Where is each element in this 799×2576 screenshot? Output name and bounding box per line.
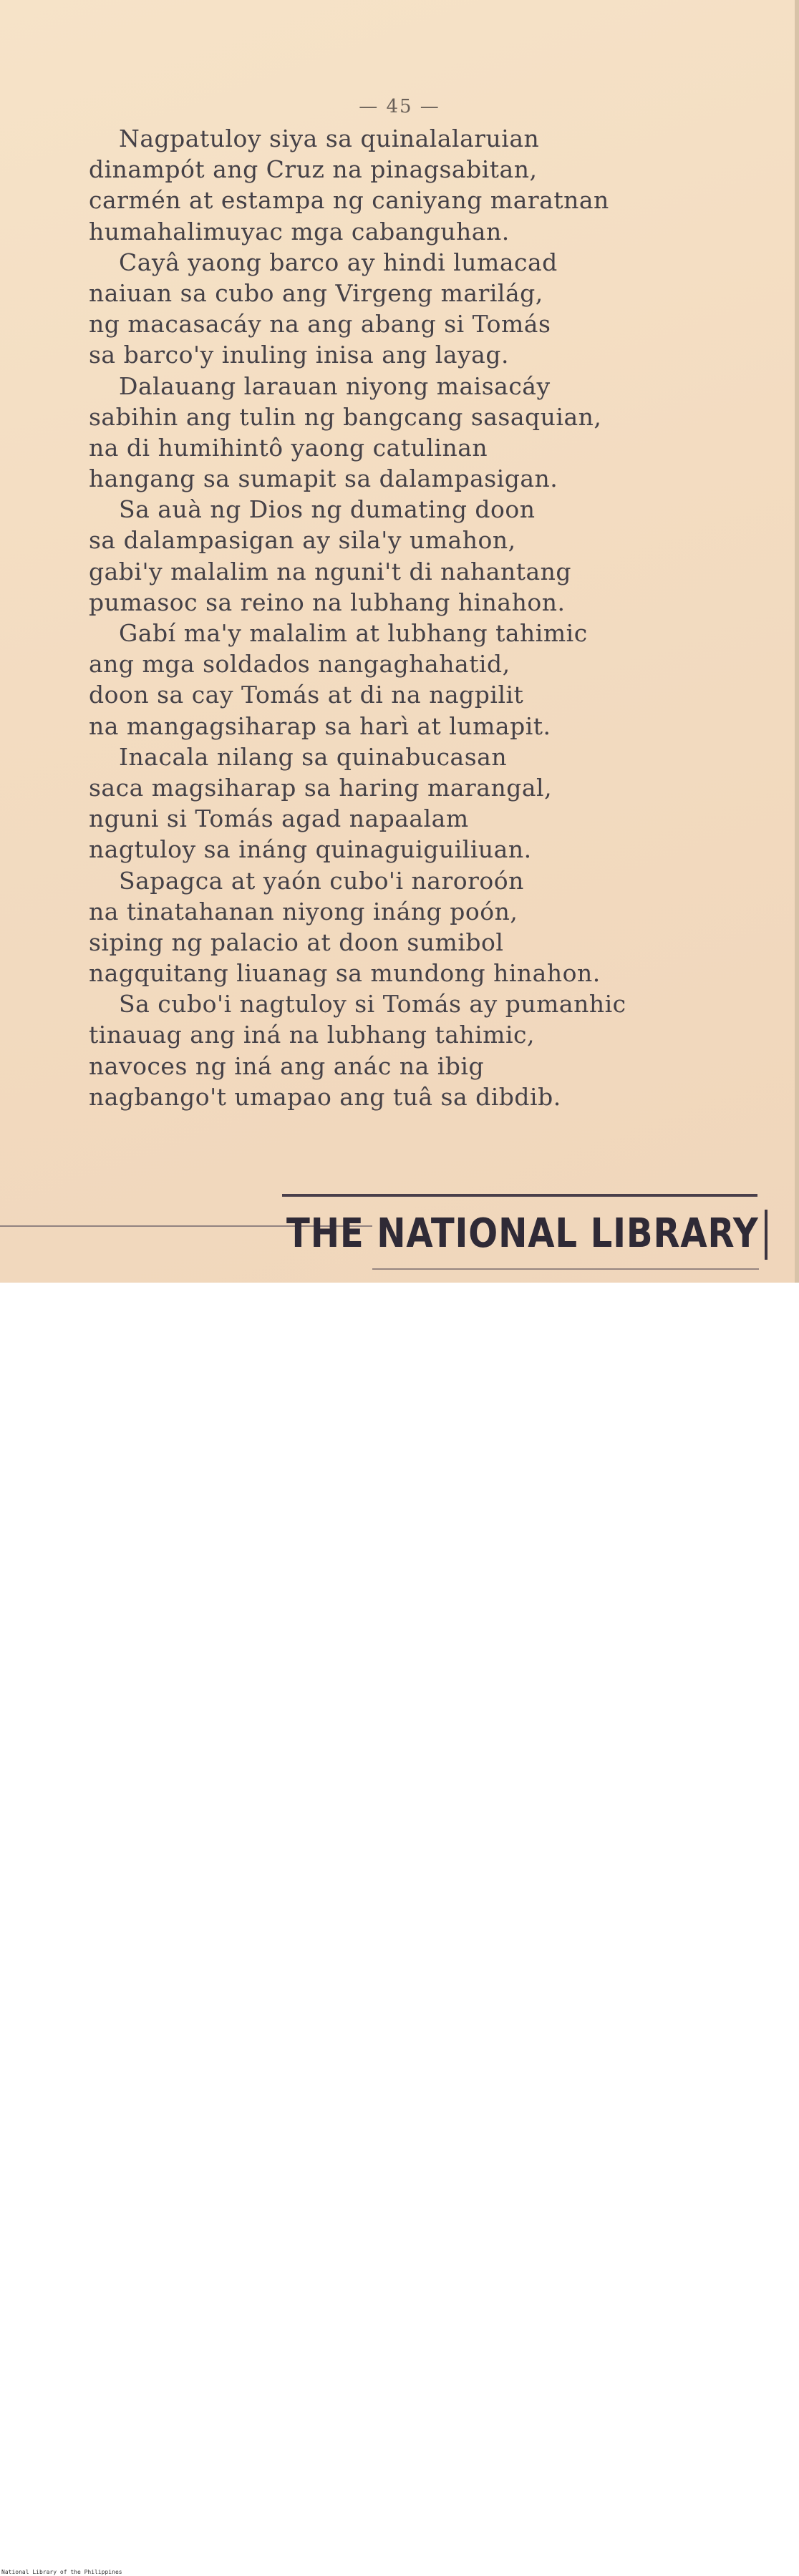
stamp-bottom-rule [372,1268,759,1270]
stanza [89,494,719,618]
verse-line: ang mga soldados nangaghahatid, [89,650,510,679]
footer-strip [0,1283,799,2575]
scanned-page [0,0,799,1283]
verse-line: Dalauang larauan niyong maisacáy [119,371,551,400]
verse-line: doon sa cay Tomás at di na nagpilit [89,681,524,709]
verse-line: na tinatahanan niyong ináng poón, [89,897,518,925]
verse-line: hangang sa sumapit sa dalampasigan. [89,465,558,493]
verse-line: sa dalampasigan ay sila'y umahon, [89,526,516,555]
verse-line: gabi'y malalim na nguni't di nahantang [89,557,572,585]
verse-line: Sapagca at yaón cubo'i naroroón [119,866,524,895]
verse-line: tinauag ang iná na lubhang tahimic, [89,1021,536,1049]
verse-line: nagquitang liuanag sa mundong hinahon. [89,959,601,988]
verse-line: nguni si Tomás agad napaalam [89,805,469,833]
stanza [89,865,719,989]
stanza [89,247,719,371]
verse-line: Gabí ma'y malalim at lubhang tahimic [119,619,588,647]
verse-line: saca magsiharap sa haring marangal, [89,773,553,802]
stanza [89,988,719,1112]
verse-line: Sa auà ng Dios ng dumating doon [119,495,536,524]
verse-line: ng macasacáy na ang abang si Tomás [89,310,551,339]
verse-line: Inacala nilang sa quinabucasan [119,742,508,771]
page-edge [795,0,799,1283]
stanza [89,618,719,742]
verse-line: dinampót ang Cruz na pinagsabitan, [89,155,538,184]
stanza [89,371,719,495]
verse-line: nagtuloy sa ináng quinaguiguiliuan. [89,835,532,864]
verse-line: navoces ng iná ang anác na ibig [89,1051,485,1080]
verse-line: Sa cubo'i nagtuloy si Tomás ay pumanhic [119,990,626,1019]
poem-body [89,123,719,1112]
stanza [89,742,719,865]
stanza [89,123,719,247]
verse-line: sabihin ang tulin ng bangcang sasaquian, [89,402,602,431]
stamp-top-rule [282,1194,757,1197]
verse-line: naiuan sa cubo ang Virgeng marilág, [89,278,543,307]
footer-credit: National Library of the Philippines [1,2569,122,2575]
page-number: — 45 — [359,96,440,117]
library-stamp: THE NATIONAL LIBRARY [286,1210,759,1257]
verse-line: Nagpatuloy siya sa quinalalaruian [119,125,540,152]
verse-line: pumasoc sa reino na lubhang hinahon. [89,588,566,616]
verse-line: nagbango't umapao ang tuâ sa dibdib. [89,1082,561,1111]
verse-line: carmén at estampa ng caniyang maratnan [89,186,609,215]
verse-line: humahalimuyac mga cabanguhan. [89,217,510,246]
verse-line: na mangagsiharap sa harì at lumapit. [89,711,551,740]
verse-line: sa barco'y inuling inisa ang layag. [89,341,509,369]
stamp-end-bar [765,1210,767,1260]
verse-line: siping ng palacio at doon sumibol [89,928,504,956]
verse-line: Cayâ yaong barco ay hindi lumacad [119,248,558,276]
verse-line: na di humihintô yaong catulinan [89,433,488,462]
